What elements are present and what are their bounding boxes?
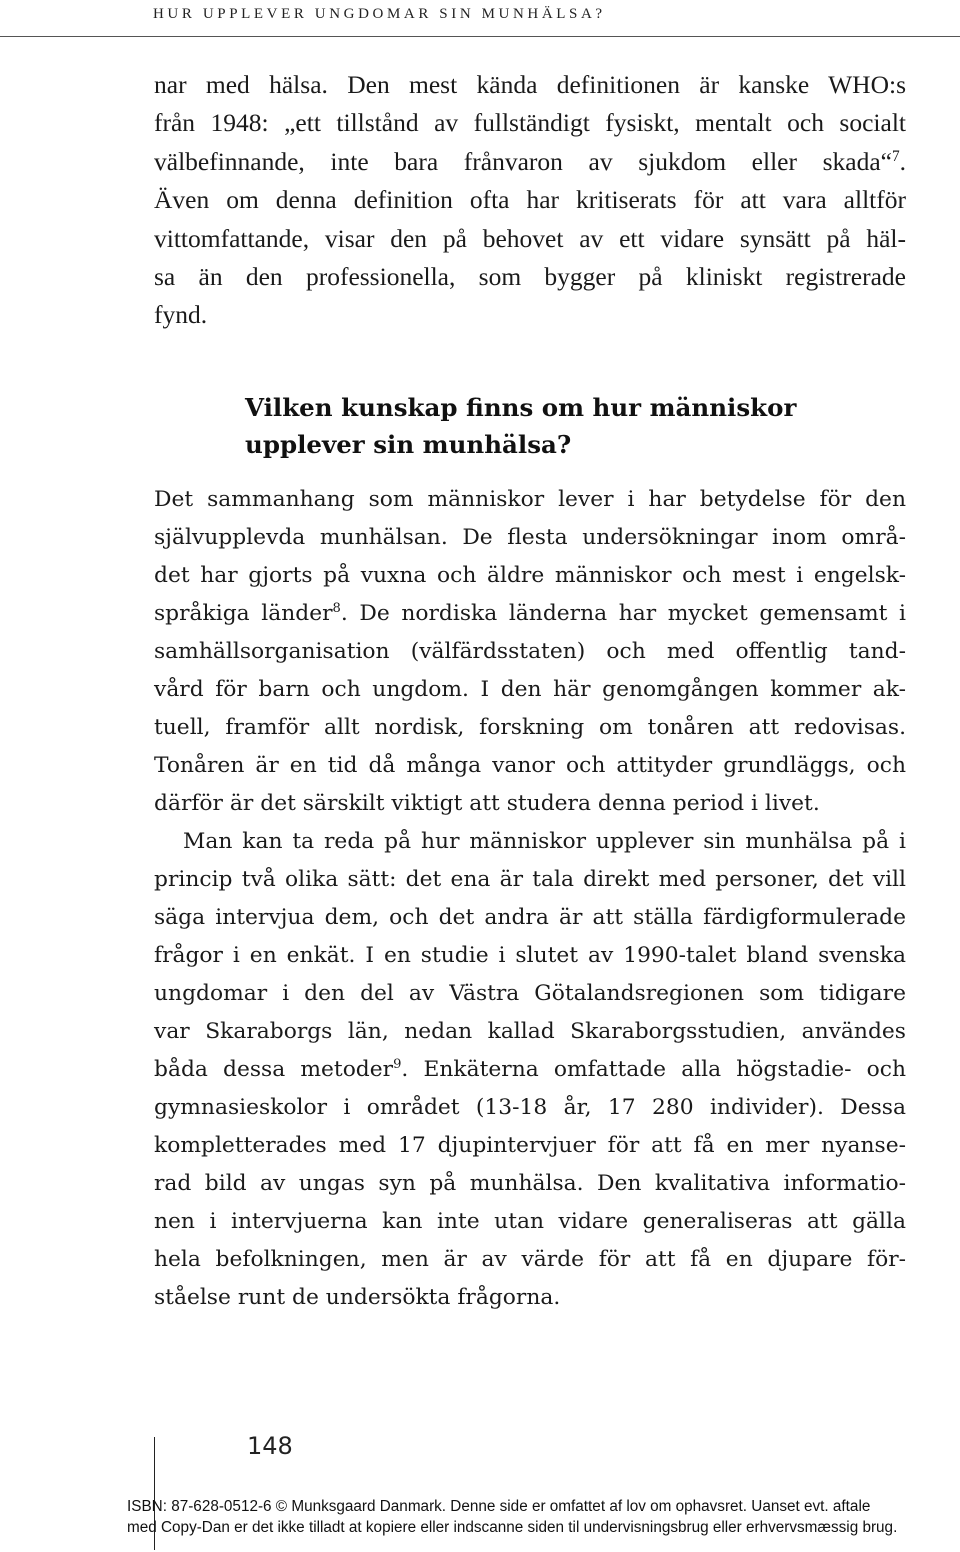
line-text: . Enkäterna omfattade alla högstadie- och xyxy=(401,1057,906,1082)
text-line: nen i intervjuerna kan inte utan vidare generaliseras att gälla xyxy=(154,1209,906,1234)
text-line xyxy=(154,595,906,633)
text-line: hela befolkningen, men är av värde för att få en djupare för- xyxy=(154,1247,906,1272)
page-number: 148 xyxy=(247,1432,293,1460)
text-line: kompletterades med 17 djupintervjuer för att få en mer nyanse- xyxy=(154,1133,906,1158)
text-line: självupplevda munhälsan. De flesta undersökningar inom områ- xyxy=(154,525,906,550)
footnote-ref: 9 xyxy=(393,1057,402,1073)
text-line: fynd. xyxy=(154,300,208,330)
intro-paragraph xyxy=(154,66,906,335)
text-line: därför är det särskilt viktigt att studera denna period i livet. xyxy=(154,791,820,816)
text-line xyxy=(154,1051,906,1089)
footer-line: ISBN: 87-628-0512-6 © Munksgaard Danmark. Denne side er omfattet af lov om ophavsret. Uanset evt. aftale xyxy=(127,1498,871,1515)
text-line: Det sammanhang som människor lever i har betydelse för den xyxy=(154,487,906,512)
footnote-ref: 8 xyxy=(332,601,341,617)
line-text: . De nordiska länderna har mycket gemensamt i xyxy=(340,601,906,626)
text-line: rad bild av ungas syn på munhälsa. Den kvalitativa informatio- xyxy=(154,1171,906,1196)
text-line: Tonåren är en tid då många vanor och attityder grundläggs, och xyxy=(154,753,906,778)
text-line: från 1948: „ett tillstånd av fullständigt fysiskt, mentalt och socialt xyxy=(154,108,906,138)
text-line: tuell, framför allt nordisk, forskning om tonåren att redovisas. xyxy=(154,715,906,740)
text-line: samhällsorganisation (välfärdsstaten) och med offentlig tand- xyxy=(154,639,906,664)
body-paragraph-1 xyxy=(154,481,906,823)
footnote-ref: 7 xyxy=(891,147,900,165)
running-head: HUR UPPLEVER UNGDOMAR SIN MUNHÄLSA? xyxy=(153,6,606,22)
line-text: . xyxy=(899,146,906,176)
text-line: var Skaraborgs län, nedan kallad Skaraborgsstudien, användes xyxy=(154,1019,906,1044)
text-line: Man kan ta reda på hur människor upplever sin munhälsa på i xyxy=(183,829,906,854)
line-text: språkiga länder xyxy=(154,601,333,626)
text-line: gymnasieskolor i området (13-18 år, 17 280 individer). Dessa xyxy=(154,1095,906,1120)
text-line: princip två olika sätt: det ena är tala direkt med personer, det vill xyxy=(154,867,906,892)
text-line: sa än den professionella, som bygger på kliniskt registrerade xyxy=(154,262,906,292)
text-line: vård för barn och ungdom. I den här genomgången kommer ak- xyxy=(154,677,906,702)
heading-line: upplever sin munhälsa? xyxy=(245,430,572,459)
copyright-footer xyxy=(127,1496,957,1538)
text-line: vittomfattande, visar den på behovet av ett vidare synsätt på häl- xyxy=(154,223,906,253)
footer-line: med Copy-Dan er det ikke tilladt at kopiere eller indscanne siden til undervisningsbrug eller erhvervsmæssig brug. xyxy=(127,1519,898,1536)
text-line: frågor i en enkät. I en studie i slutet av 1990-talet bland svenska xyxy=(154,943,906,968)
section-heading xyxy=(245,389,865,463)
heading-line: Vilken kunskap finns om hur människor xyxy=(245,393,797,422)
header-rule xyxy=(0,36,960,37)
text-line: ståelse runt de undersökta frågorna. xyxy=(154,1285,561,1310)
text-line: säga intervjua dem, och det andra är att ställa färdigformulerade xyxy=(154,905,906,930)
text-line: det har gjorts på vuxna och äldre människor och mest i engelsk- xyxy=(154,563,906,588)
text-line: Även om denna definition ofta har kritiserats för att vara alltför xyxy=(154,185,906,215)
line-text: välbefinnande, inte bara frånvaron av sjukdom eller skada“ xyxy=(154,146,892,176)
text-line: ungdomar i den del av Västra Götalandsregionen som tidigare xyxy=(154,981,906,1006)
text-line: nar med hälsa. Den mest kända definitionen är kanske WHO:s xyxy=(154,70,906,99)
line-text: båda dessa metoder xyxy=(154,1057,394,1082)
body-paragraph-2 xyxy=(154,823,906,1317)
text-line xyxy=(154,143,906,181)
